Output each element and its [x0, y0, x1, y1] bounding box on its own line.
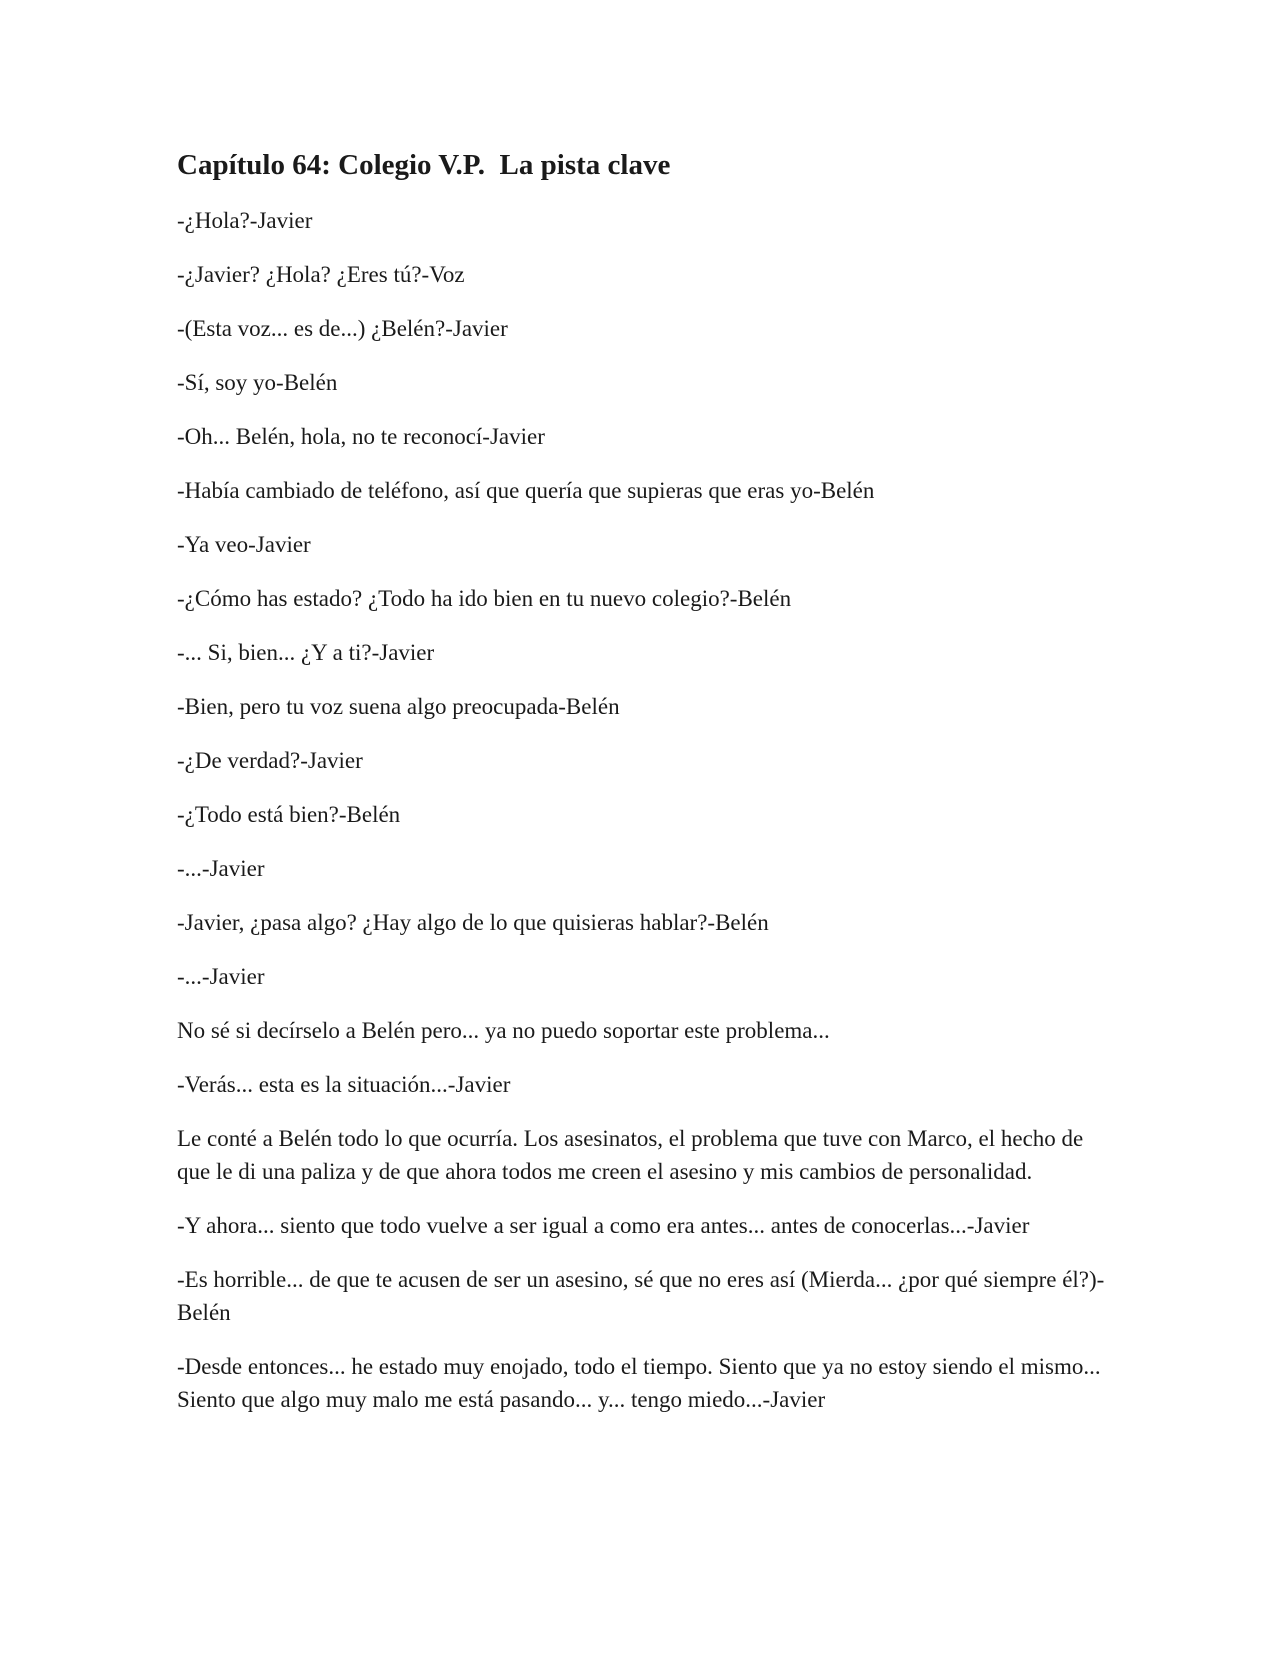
paragraph: -¿Todo está bien?-Belén [177, 802, 401, 827]
paragraph: -Es horrible... de que te acusen de ser un asesino, sé que no eres así (Mierda... ¿por qué siempre él?)-Belén [177, 1267, 1105, 1325]
paragraph: Le conté a Belén todo lo que ocurría. Los asesinatos, el problema que tuve con Marco, el hecho de que le di una paliza y de que ahora todos me creen el asesino y mis cambios de personalidad. [177, 1126, 1084, 1184]
paragraph: -Sí, soy yo-Belén [177, 370, 338, 395]
paragraph: -¿De verdad?-Javier [177, 748, 363, 773]
paragraph: -Verás... esta es la situación...-Javier [177, 1072, 511, 1097]
paragraph: -Y ahora... siento que todo vuelve a ser igual a como era antes... antes de conocerlas...-Javier [177, 1213, 1030, 1238]
page-content [177, 148, 1107, 1437]
paragraph: -...-Javier [177, 964, 265, 989]
paragraph: No sé si decírselo a Belén pero... ya no puedo soportar este problema... [177, 1018, 830, 1043]
paragraph: -Desde entonces... he estado muy enojado, todo el tiempo. Siento que ya no estoy siendo el mismo... Siento que algo muy malo me está pasando... y... tengo miedo...-Javier [177, 1354, 1101, 1412]
paragraph: -¿Cómo has estado? ¿Todo ha ido bien en tu nuevo colegio?-Belén [177, 586, 792, 611]
paragraph: -Había cambiado de teléfono, así que quería que supieras que eras yo-Belén [177, 478, 875, 503]
paragraph: -¿Hola?-Javier [177, 208, 313, 233]
paragraph: -Javier, ¿pasa algo? ¿Hay algo de lo que quisieras hablar?-Belén [177, 910, 769, 935]
paragraph: -¿Javier? ¿Hola? ¿Eres tú?-Voz [177, 262, 465, 287]
chapter-title: Capítulo 64: Colegio V.P. La pista clave [177, 149, 671, 181]
paragraph: -(Esta voz... es de...) ¿Belén?-Javier [177, 316, 508, 341]
paragraph: -... Si, bien... ¿Y a ti?-Javier [177, 640, 435, 665]
paragraph: -Ya veo-Javier [177, 532, 311, 557]
paragraph: -Bien, pero tu voz suena algo preocupada-Belén [177, 694, 620, 719]
paragraph: -Oh... Belén, hola, no te reconocí-Javier [177, 424, 545, 449]
paragraph: -...-Javier [177, 856, 265, 881]
